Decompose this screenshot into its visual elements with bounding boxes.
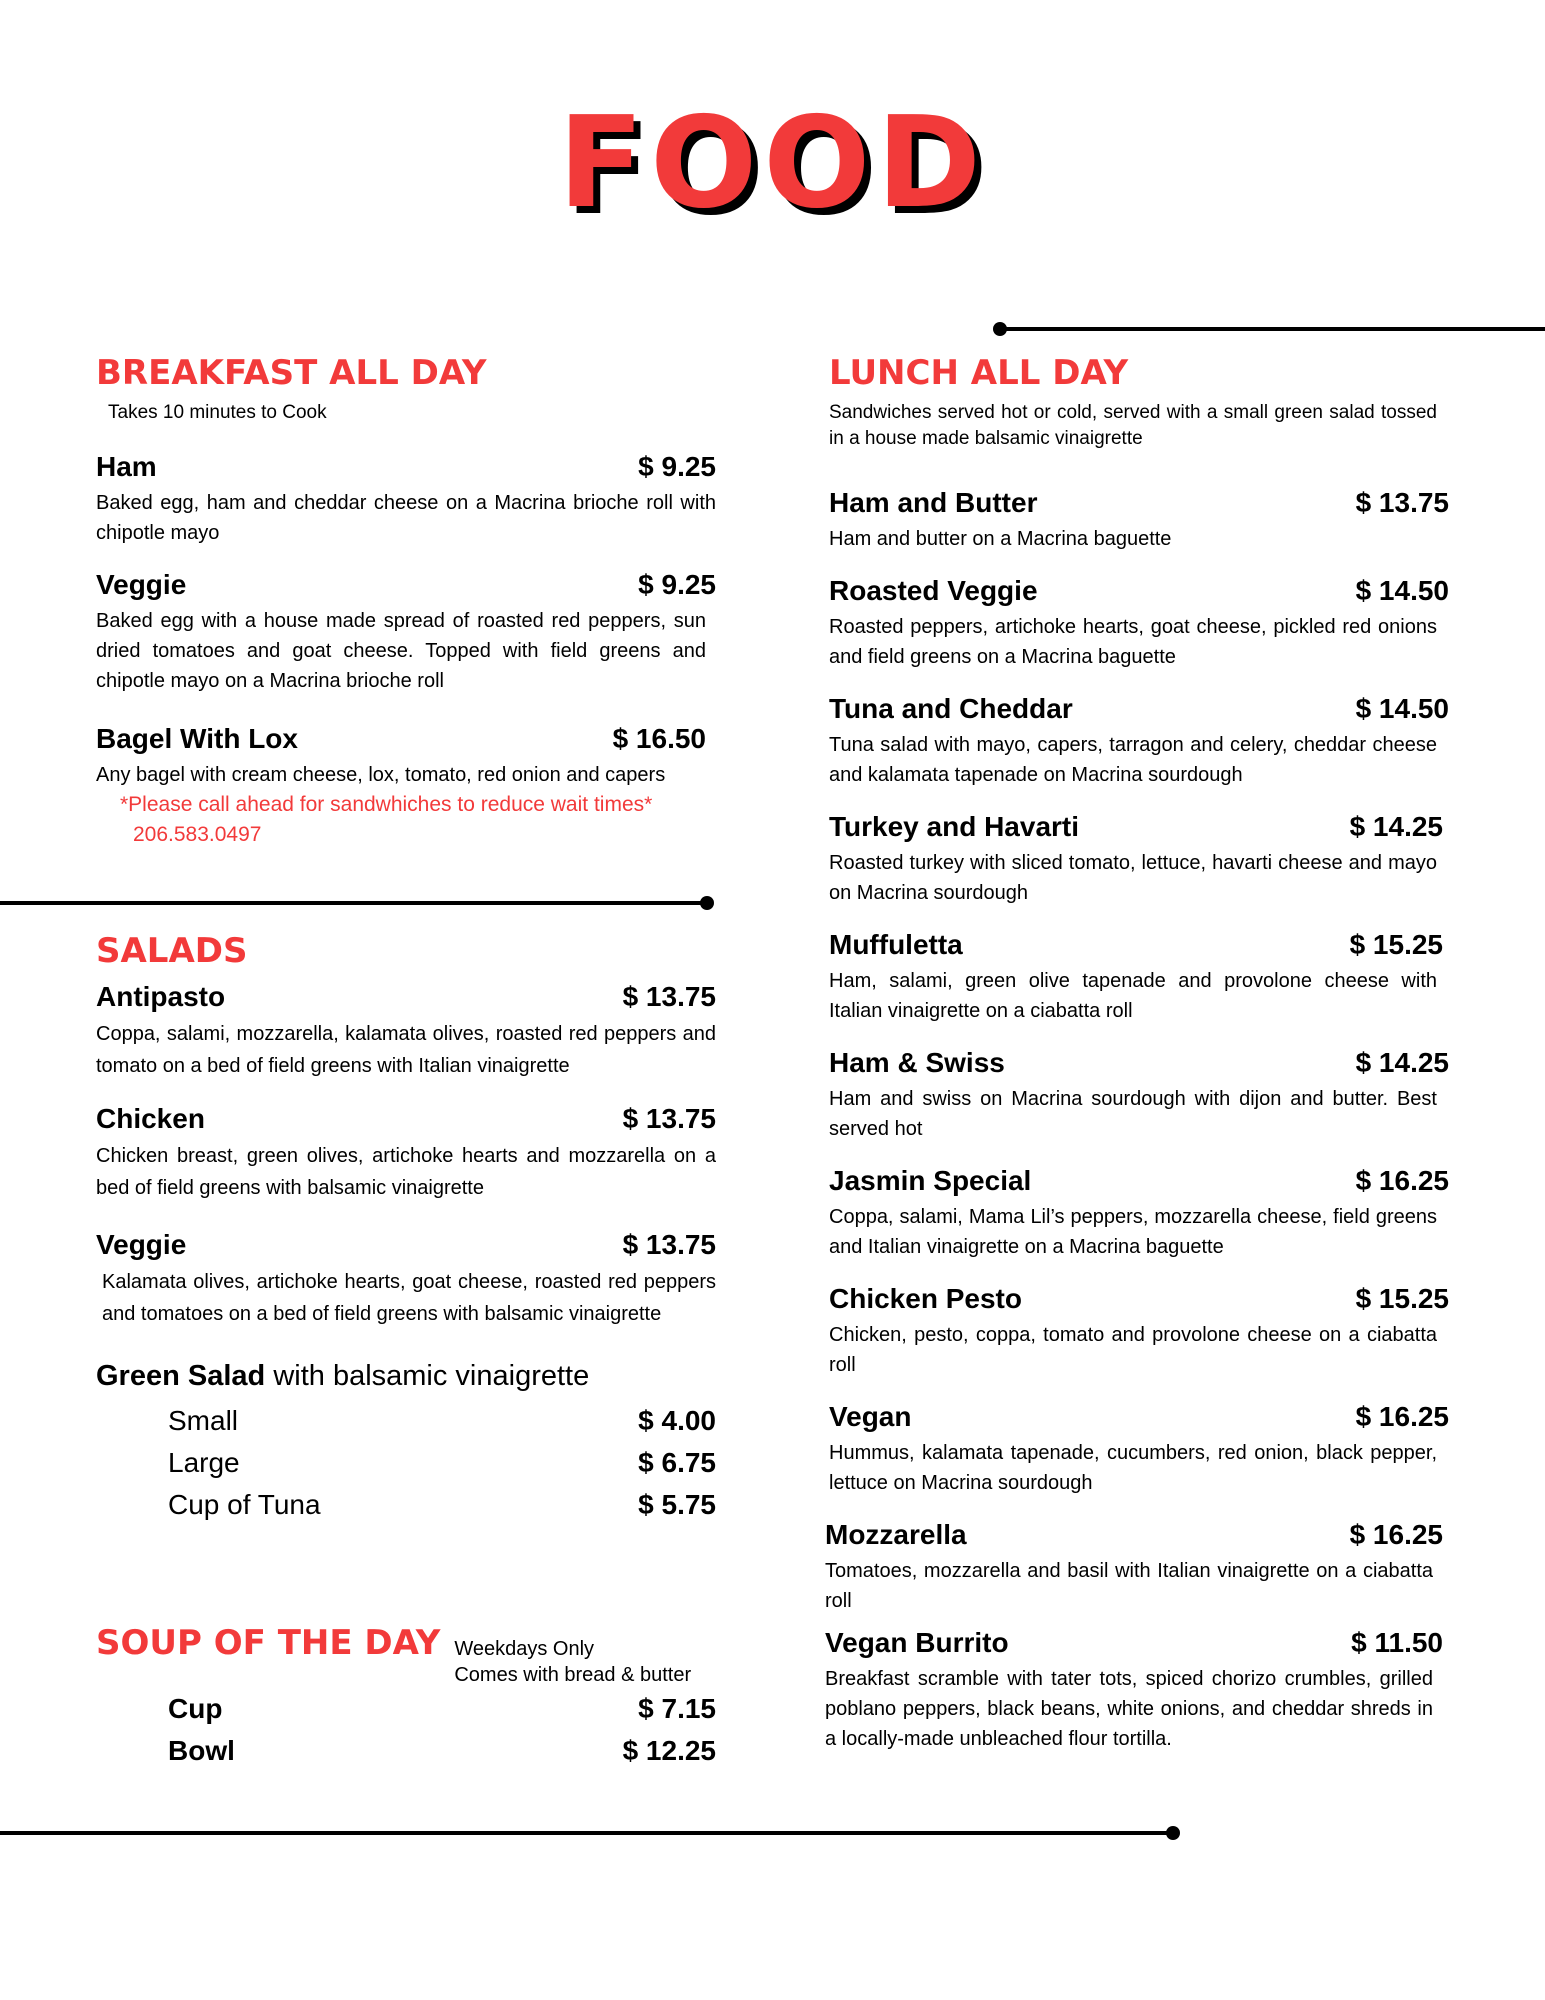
soup-note-weekdays: Weekdays Only (454, 1638, 595, 1660)
item-price: $ 14.50 (1355, 693, 1449, 724)
item-price: $ 13.75 (1355, 487, 1449, 518)
lunch-subtitle: Sandwiches served hot or cold, served with a small green salad tossed in a house made balsamic vinaigrette (829, 402, 1437, 449)
phone-number: 206.583.0497 (133, 823, 262, 846)
green-salad-name: Green Salad (96, 1360, 266, 1392)
item-price: $ 16.25 (1349, 1519, 1443, 1550)
size-row (168, 1730, 716, 1772)
item-description: Coppa, salami, mozzarella, kalamata olives, roasted red peppers and tomato on a bed of field greens with Italian vinaigrette (96, 1023, 716, 1077)
soup-section (96, 1622, 716, 1772)
menu-item (829, 1400, 1449, 1498)
salads-section (96, 931, 716, 1526)
size-row (168, 1442, 716, 1484)
item-description: Any bagel with cream cheese, lox, tomato, red onion and capers (96, 764, 666, 786)
size-label: Large (168, 1447, 240, 1478)
item-price: $ 9.25 (638, 569, 716, 600)
item-price: $ 16.50 (612, 723, 706, 754)
item-description: Chicken, pesto, coppa, tomato and provolone cheese on a ciabatta roll (829, 1324, 1437, 1376)
size-price: $ 4.00 (638, 1405, 716, 1436)
item-name: Roasted Veggie (829, 575, 1038, 606)
item-price: $ 16.25 (1355, 1165, 1449, 1196)
green-salad-heading (96, 1356, 716, 1396)
item-name: Veggie (96, 569, 187, 600)
item-description: Ham, salami, green olive tapenade and provolone cheese with Italian vinaigrette on a ciabatta roll (829, 970, 1437, 1022)
item-name: Vegan Burrito (825, 1627, 1009, 1658)
breakfast-subtitle: Takes 10 minutes to Cook (108, 402, 327, 423)
item-description: Coppa, salami, Mama Lil’s peppers, mozzarella cheese, field greens and Italian vinaigrette on a Macrina baguette (829, 1206, 1437, 1258)
item-description: Roasted peppers, artichoke hearts, goat cheese, pickled red onions and field greens on a Macrina baguette (829, 616, 1437, 668)
menu-item (829, 1046, 1449, 1144)
page-title: FOOD (558, 89, 987, 236)
item-name: Turkey and Havarti (829, 811, 1080, 842)
green-salad-sizes (96, 1400, 716, 1526)
menu-item (829, 1282, 1449, 1380)
item-price: $ 13.75 (622, 1103, 716, 1134)
item-name: Ham (96, 451, 157, 482)
menu-item (829, 574, 1449, 672)
soup-note-bread: Comes with bread & butter (454, 1664, 692, 1686)
menu-item (829, 692, 1449, 790)
item-price: $ 15.25 (1355, 1283, 1449, 1314)
size-price: $ 5.75 (638, 1489, 716, 1520)
size-row (168, 1400, 716, 1442)
item-name: Jasmin Special (829, 1165, 1032, 1196)
lunch-title: LUNCH ALL DAY (829, 353, 1129, 393)
salads-title: SALADS (96, 931, 248, 971)
item-description: Ham and butter on a Macrina baguette (829, 528, 1172, 550)
menu-item (825, 1518, 1449, 1616)
item-name: Chicken (96, 1103, 205, 1134)
item-price: $ 14.25 (1355, 1047, 1449, 1078)
size-row (168, 1688, 716, 1730)
size-label: Bowl (168, 1735, 235, 1766)
item-name: Vegan (829, 1401, 912, 1432)
call-ahead-note: *Please call ahead for sandwhiches to reduce wait times* (120, 793, 653, 816)
size-label: Cup (168, 1693, 223, 1724)
divider-mid-left (0, 901, 707, 905)
item-price: $ 13.75 (622, 981, 716, 1012)
item-price: $ 14.50 (1355, 575, 1449, 606)
item-name: Mozzarella (825, 1519, 967, 1550)
item-description: Tomatoes, mozzarella and basil with Italian vinaigrette on a ciabatta roll (825, 1560, 1433, 1612)
size-label: Small (168, 1405, 239, 1436)
item-description: Hummus, kalamata tapenade, cucumbers, red onion, black pepper, lettuce on Macrina sourdough (829, 1442, 1437, 1494)
menu-item (829, 1164, 1449, 1262)
item-price: $ 14.25 (1349, 811, 1443, 842)
divider-bottom (0, 1831, 1173, 1835)
menu-item (96, 1228, 716, 1330)
soup-title: SOUP OF THE DAY (96, 1623, 441, 1663)
breakfast-title: BREAKFAST ALL DAY (96, 353, 487, 393)
menu-item (825, 1626, 1449, 1754)
menu-item (829, 928, 1449, 1026)
item-price: $ 13.75 (622, 1229, 716, 1260)
size-price: $ 7.15 (638, 1693, 716, 1724)
item-price: $ 9.25 (638, 451, 716, 482)
item-name: Antipasto (96, 981, 226, 1012)
lunch-section (825, 353, 1449, 1754)
item-price: $ 11.50 (1351, 1627, 1443, 1658)
size-price: $ 6.75 (638, 1447, 716, 1478)
item-name: Tuna and Cheddar (829, 693, 1073, 724)
item-description: Chicken breast, green olives, artichoke hearts and mozzarella on a bed of field greens with balsamic vinaigrette (96, 1145, 716, 1199)
item-description: Baked egg with a house made spread of roasted red peppers, sun dried tomatoes and goat cheese. Topped with field greens and chipotle mayo on a Macrina brioche roll (96, 610, 706, 692)
menu-item (96, 568, 716, 696)
item-name: Veggie (96, 1229, 187, 1260)
menu-item (96, 450, 716, 548)
item-description: Kalamata olives, artichoke hearts, goat cheese, roasted red peppers and tomatoes on a bed of field greens with balsamic vinaigrette (102, 1271, 716, 1325)
menu-item (829, 486, 1449, 554)
menu-item (829, 810, 1449, 908)
breakfast-section (96, 353, 716, 850)
item-name: Ham and Butter (829, 487, 1038, 518)
item-price: $ 16.25 (1355, 1401, 1449, 1432)
item-description: Breakfast scramble with tater tots, spiced chorizo crumbles, grilled poblano peppers, black beans, white onions, and cheddar shreds in a locally-made unbleached flour tortilla. (825, 1668, 1433, 1750)
item-description: Baked egg, ham and cheddar cheese on a Macrina brioche roll with chipotle mayo (96, 492, 716, 544)
item-description: Ham and swiss on Macrina sourdough with dijon and butter. Best served hot (829, 1088, 1437, 1140)
size-label: Cup of Tuna (168, 1489, 321, 1520)
divider-dot-mid (700, 896, 714, 910)
item-name: Ham & Swiss (829, 1047, 1005, 1078)
item-name: Chicken Pesto (829, 1283, 1022, 1314)
divider-dot-bottom (1166, 1826, 1180, 1840)
item-name: Muffuletta (829, 929, 963, 960)
menu-item (96, 1102, 716, 1204)
menu-item (96, 722, 716, 790)
item-name: Bagel With Lox (96, 723, 298, 754)
divider-top (1000, 327, 1545, 331)
size-price: $ 12.25 (622, 1735, 716, 1766)
item-price: $ 15.25 (1349, 929, 1443, 960)
menu-item (96, 980, 716, 1082)
item-description: Roasted turkey with sliced tomato, lettuce, havarti cheese and mayo on Macrina sourdough (829, 852, 1437, 904)
green-salad-suffix: with balsamic vinaigrette (273, 1360, 590, 1392)
item-description: Tuna salad with mayo, capers, tarragon and celery, cheddar cheese and kalamata tapenade on Macrina sourdough (829, 734, 1437, 786)
soup-sizes (96, 1688, 716, 1772)
size-row (168, 1484, 716, 1526)
